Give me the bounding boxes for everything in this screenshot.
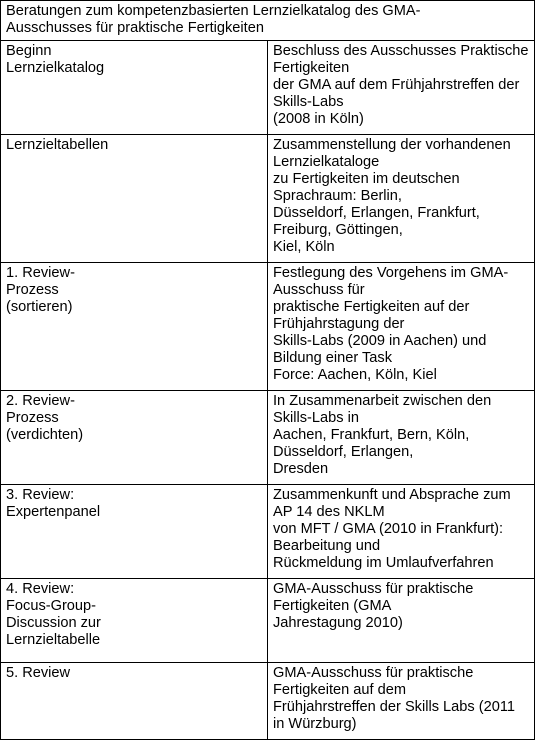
table-title: Beratungen zum kompetenzbasierten Lernzielkatalog des GMA- Ausschusses für praktische Fertigkeiten bbox=[1, 1, 535, 41]
phase-cell: 1. Review- Prozess (sortieren) bbox=[1, 263, 268, 391]
description-cell: GMA-Ausschuss für praktische Fertigkeiten (GMA Jahrestagung 2010) bbox=[268, 579, 535, 663]
phase-cell: Beginn Lernzielkatalog bbox=[1, 41, 268, 135]
description-cell: Festlegung des Vorgehens im GMA-Ausschuss für praktische Fertigkeiten auf der Frühjahrstagung der Skills-Labs (2009 in Aachen) und Bildung einer Task Force: Aachen, Köln, Kiel bbox=[268, 263, 535, 391]
phase-cell: 4. Review: Focus-Group- Discussion zur Lernzieltabelle bbox=[1, 579, 268, 663]
description-cell: GMA-Ausschuss für praktische Fertigkeiten auf dem Frühjahrstreffen der Skills Labs (2011 in Würzburg) bbox=[268, 663, 535, 740]
phase-cell: 5. Review bbox=[1, 663, 268, 740]
phase-cell: Lernzieltabellen bbox=[1, 135, 268, 263]
phase-cell: 2. Review- Prozess (verdichten) bbox=[1, 391, 268, 485]
table-row bbox=[1, 391, 535, 485]
table-row bbox=[1, 41, 535, 135]
table-row bbox=[1, 579, 535, 663]
description-cell: Zusammenstellung der vorhandenen Lernzielkataloge zu Fertigkeiten im deutschen Sprachraum: Berlin, Düsseldorf, Erlangen, Frankfurt, Freiburg, Göttingen, Kiel, Köln bbox=[268, 135, 535, 263]
table-row bbox=[1, 663, 535, 740]
table-row bbox=[1, 135, 535, 263]
table-row bbox=[1, 485, 535, 579]
description-cell: In Zusammenarbeit zwischen den Skills-Labs in Aachen, Frankfurt, Bern, Köln, Düsseldorf, Erlangen, Dresden bbox=[268, 391, 535, 485]
description-cell: Zusammenkunft und Absprache zum AP 14 des NKLM von MFT / GMA (2010 in Frankfurt): Bearbeitung und Rückmeldung im Umlaufverfahren bbox=[268, 485, 535, 579]
table-title-row bbox=[1, 1, 535, 41]
description-cell: Beschluss des Ausschusses Praktische Fertigkeiten der GMA auf dem Frühjahrstreffen der Skills-Labs (2008 in Köln) bbox=[268, 41, 535, 135]
table-row bbox=[1, 263, 535, 391]
phase-cell: 3. Review: Expertenpanel bbox=[1, 485, 268, 579]
